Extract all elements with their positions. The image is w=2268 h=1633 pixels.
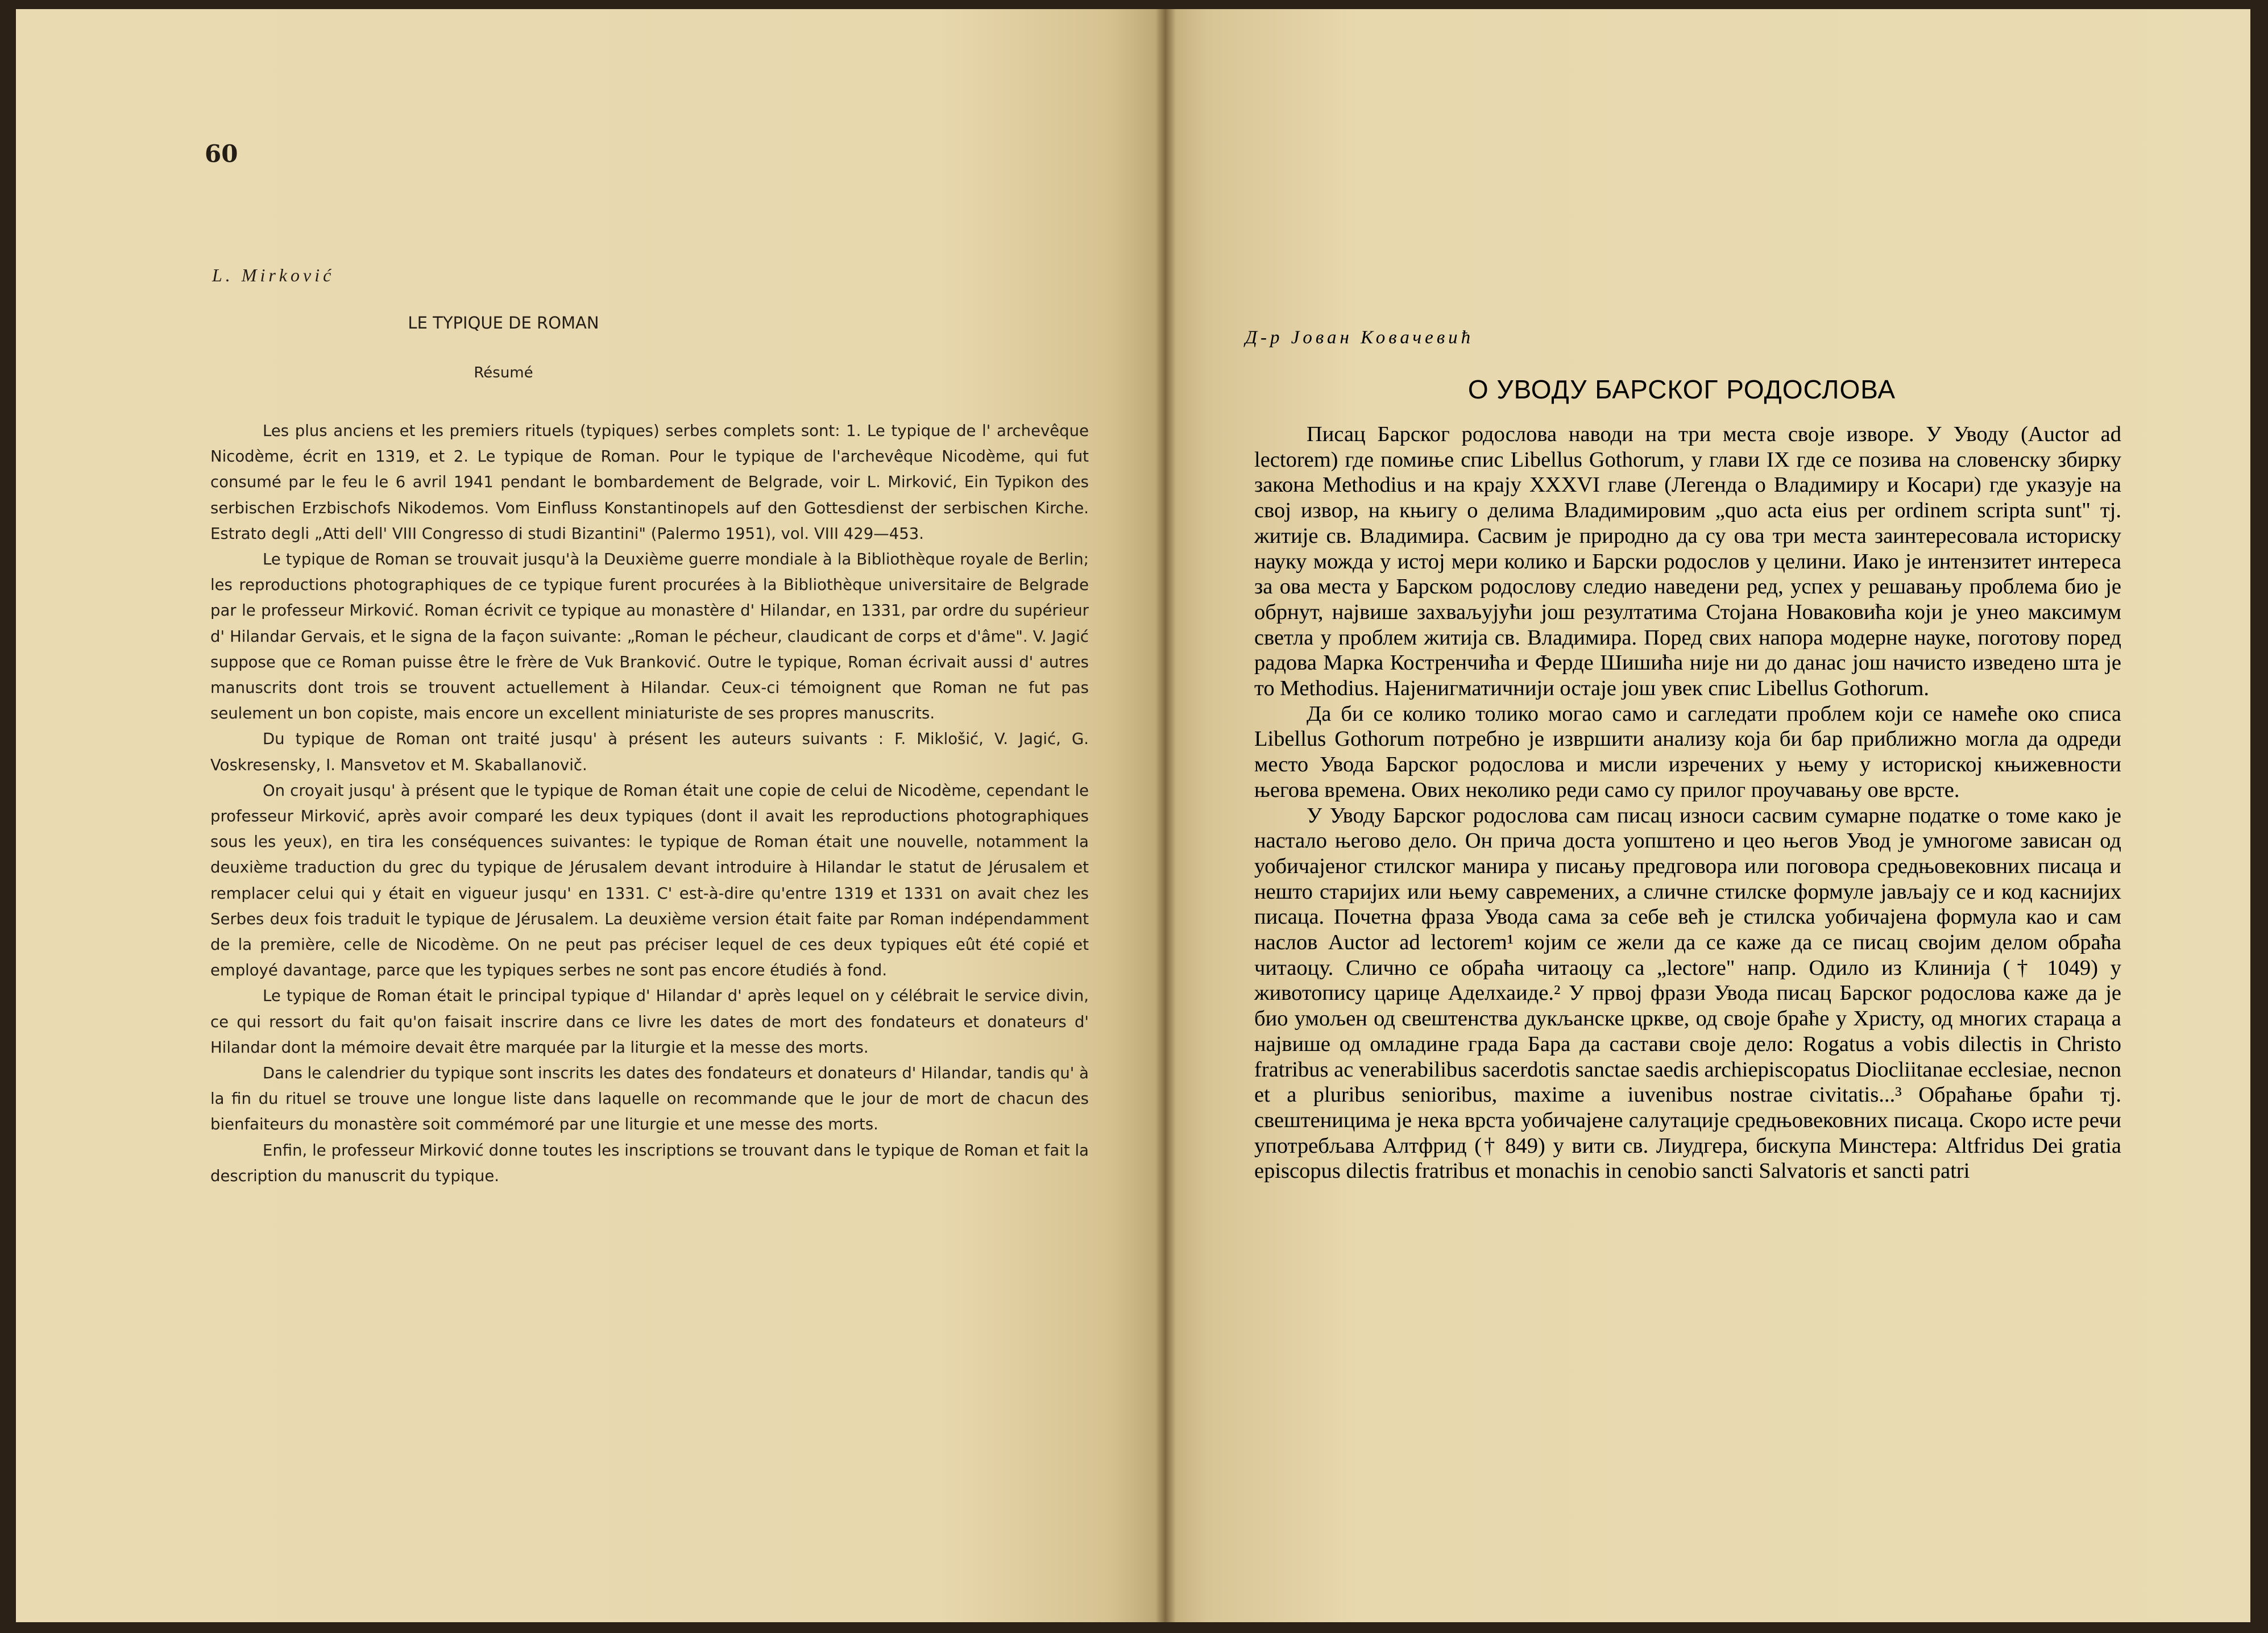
body-text-left [210, 418, 1089, 1189]
paragraph: У Уводу Барског родослова сам писац износи сасвим сумарне податке о томе како је настало његово дело. Он прича доста уопштено и цео његов Увод је умногоме зависан од уобичајеног стилског манира у писању предговора или поговора средњовековних писаца и нешто старијих или њему савремених, а сличне стилске формуле јављају се и код каснијих писаца. Почетна фраза Увода сама за себе већ је стилска уобичајена формула као и сам наслов Auctor ad lectorem¹ којим се жели да се каже да се писац својим делом обраћа читаоцу. Слично се обраћа читаоцу са „lectore" напр. Одило из Клинија († 1049) у животопису царице Аделхаиде.² У првој фрази Увода писац Барског родослова каже да је био умољен од свештенства дукљанске цркве, од своје браће у Христу, од многих стараца а највише од омладине града Бара да састави своје дело: Rogatus a vobis dilectis in Christo fratribus ac venerabilibus sacerdotis sanctae saedis archiepiscopatus Diocliitanae ecclesiae, necnon et a pluribus senioribus, maxime a iuvenibus nostrae civitatis...³ Обраћање браћи тј. свештеницима је нека врста уобичајене салутације средњовековних писаца. Скоро исте речи употребљава Алтфрид († 849) у вити св. Лиудгера, бискупа Минстера: Altfridus Dei gratia episcopus dilectis fratribus et monachis in cenobio sancti Salvatoris et sancti patri [1254, 803, 2121, 1183]
paragraph: Писац Барског родослова наводи на три места своје изворе. У Уводу (Auctor ad lectorem) где помиње спис Libellus Gothorum, у глави IX где се позива на словенску збирку закона Methodius и на крају XXXVI главе (Легенда о Владимиру и Косари) где указује на свој извор, на књигу о делима Владимировим „quo acta eius per ordinem scripta sunt" тј. житије св. Владимира. Сасвим је природно да су ова три места заинтересовала историску науку можда у истој мери колико и Барски родослов у целини. Иако је интензитет интереса за ова места у Барском родослову следио наведени ред, успех у решавању проблема био је обрнут, највише захваљујући још резултатима Стојана Новаковића који је унео максимум светла у проблем житија св. Владимира. Поред свих напора модерне науке, поготову поред радова Марка Костренчића и Ферде Шишића није ни до данас још начисто изведено шта је то Methodius. Најенигматичнији остаје још увек спис Libellus Gothorum. [1254, 422, 2121, 701]
paragraph: Du typique de Roman ont traité jusqu' à présent les auteurs suivants : F. Miklošić, V. Jagić, G. Voskresensky, I. Mansvetov et M. Skaballanovič. [210, 730, 1089, 774]
article-subtitle-left: Résumé [474, 364, 533, 381]
paragraph: Enfin, le professeur Mirković donne toutes les inscriptions se trouvant dans le typique de Roman et fait la description du manuscrit du typique. [210, 1141, 1089, 1185]
author-right: Д-р Јован Ковачевић [1245, 327, 1474, 348]
paragraph: Le typique de Roman était le principal typique d' Hilandar d' après lequel on y célébrait le service divin, ce qui ressort du fait qu'on faisait inscrire dans ce livre les dates de mort des fondateurs et donateurs d' Hilandar dont la mémoire devait être marquée par la liturgie et la messe des morts. [210, 987, 1089, 1057]
body-text-right [1254, 422, 2121, 1184]
paragraph: Да би се колико толико могао само и сагледати проблем који се намеће око списа Libellus Gothorum потребно је извршити анализу која би бар приближно могла да одреди место Увода Барског родослова и мисли изречених у њему у историској књижевности његова времена. Овиx неколико реди само су прилог проучавању ове врсте. [1254, 701, 2121, 802]
left-page [16, 9, 1166, 1622]
paragraph: Dans le calendrier du typique sont inscrits les dates des fondateurs et donateurs d' Hilandar, tandis qu' à la fin du rituel se trouve une longue liste dans laquelle on recommande que le jour de mort de chacun des bienfaiteurs du monastère soit commémoré par une liturgie et une messe des morts. [210, 1064, 1089, 1134]
paragraph: Le typique de Roman se trouvait jusqu'à la Deuxième guerre mondiale à la Bibliothèque royale de Berlin; les reproductions photographiques de ce typique furent procurées à la Bibliothèque universitaire de Belgrade par le professeur Mirković. Roman écrivit ce typique au monastère d' Hilandar, en 1331, par ordre du supérieur d' Hilandar Gervais, et le signa de la façon suivante: „Roman le pécheur, claudicant de corps et d'âme". V. Jagić suppose que ce Roman puisse être le frère de Vuk Branković. Outre le typique, Roman écrivait aussi d' autres manuscrits dont trois se trouvent actuellement à Hilandar. Ceux-ci témoignent que Roman ne fut pas seulement un bon copiste, mais encore un excellent miniaturiste de ses propres manuscrits. [210, 550, 1089, 723]
article-title-right: О УВОДУ БАРСКОГ РОДОСЛОВА [1467, 375, 1896, 404]
page-number: 60 [205, 140, 238, 168]
book-gutter [1155, 9, 1176, 1622]
author-left: L. Mirković [212, 265, 335, 285]
paragraph: On croyait jusqu' à présent que le typique de Roman était une copie de celui de Nicodème, cependant le professeur Mirković, après avoir comparé les deux typiques (dont il avait les reproductions photographiques sous les yeux), en tira les conséquences suivantes: le typique de Roman était une nouvelle, notamment la deuxième traduction du grec du typique de Jérusalem devant introduire à Hilandar le statut de Jérusalem et remplacer celui qui y était en vigueur jusqu' en 1331. C' est-à-dire qu'entre 1319 et 1331 on avait chez les Serbes deux fois traduit le typique de Jérusalem. La deuxième version était faite par Roman indépendamment de la première, celle de Nicodème. On ne peut pas préciser lequel de ces deux typiques eût été copié et employé davantage, parce que les typiques serbes ne sont pas encore étudiés à fond. [210, 781, 1089, 980]
article-title-left: LE TYPIQUE DE ROMAN [408, 313, 599, 333]
book-spread [16, 9, 2250, 1622]
paragraph: Les plus anciens et les premiers rituels (typiques) serbes complets sont: 1. Le typique de l' archevêque Nicodème, écrit en 1319, et 2. Le typique de Roman. Pour le typique de l'archevêque Nicodème, qui fut consumé par le feu le 6 avril 1941 pendant le bombardement de Belgrade, voir L. Mirković, Ein Typikon des serbischen Erzbischofs Nikodemos. Vom Einfluss Konstantinopels auf den Gottesdienst der serbischen Kirche. Estrato degli „Atti dell' VIII Congresso di studi Bizantini" (Palermo 1951), vol. VIII 429—453. [210, 422, 1089, 543]
